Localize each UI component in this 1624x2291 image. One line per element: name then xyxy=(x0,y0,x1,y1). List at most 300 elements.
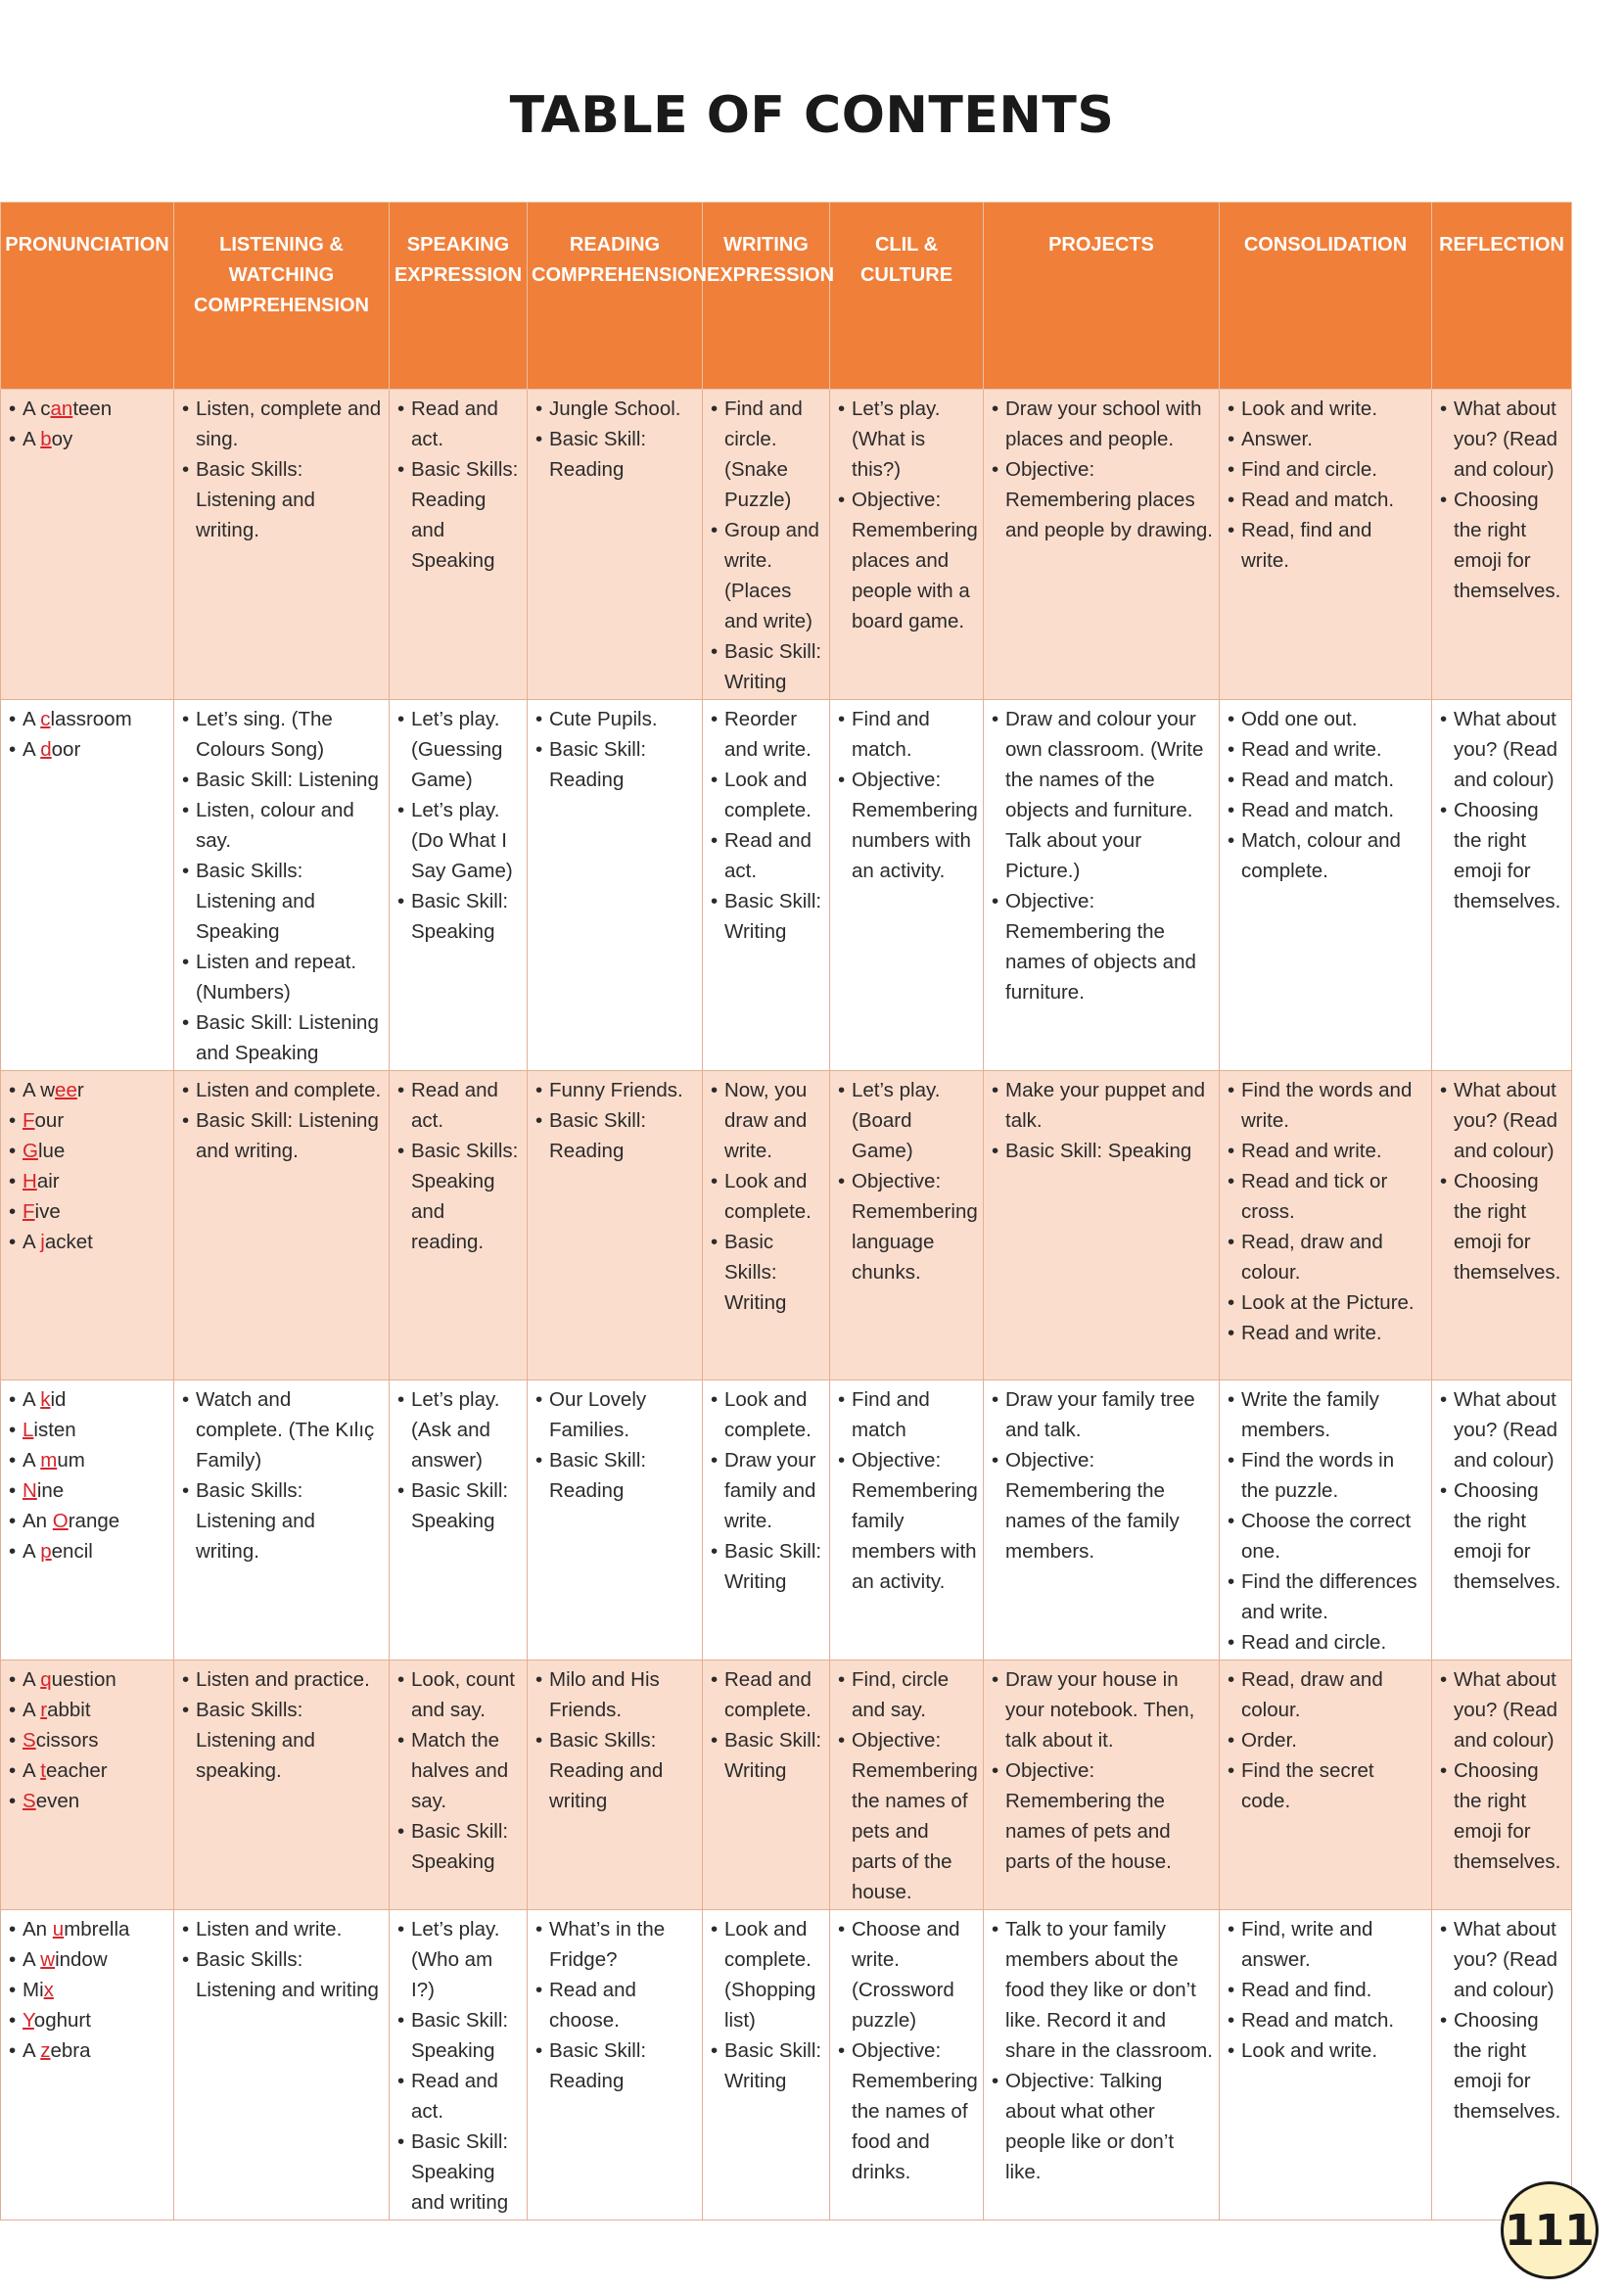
pronunciation-word xyxy=(9,1506,167,1536)
list-item: • Read and write. xyxy=(1228,1136,1425,1166)
highlighted-sound: w xyxy=(40,1948,56,1971)
word-part: eacher xyxy=(45,1759,108,1782)
cell-item-list xyxy=(9,1914,167,2066)
cell-item-list xyxy=(992,1384,1213,1566)
cell-item-list xyxy=(535,1914,696,2096)
list-item: • What about you? (Read and colour) xyxy=(1440,704,1565,795)
list-item: • Basic Skill: Speaking xyxy=(397,2005,521,2066)
cell-pronunciation xyxy=(1,1660,174,1910)
word-part: A xyxy=(23,738,41,761)
list-item: • Read and choose. xyxy=(535,1975,696,2035)
list-item: • Find and circle. xyxy=(1228,454,1425,485)
page-number-badge: 111 xyxy=(1501,2181,1599,2279)
list-item: • Look at the Picture. xyxy=(1228,1287,1425,1318)
highlighted-sound: z xyxy=(40,2039,51,2062)
word-part: A xyxy=(23,1449,41,1472)
table-row xyxy=(1,1660,1572,1910)
cell-clil xyxy=(830,1380,984,1660)
col-header-speaking: SPEAKING EXPRESSION xyxy=(390,203,528,390)
list-item: • Jungle School. xyxy=(535,394,696,424)
list-item: • Objective: Remembering the names of pets and parts of the house. xyxy=(992,1755,1213,1877)
cell-projects xyxy=(984,1910,1220,2221)
cell-item-list xyxy=(9,704,167,765)
list-item: • Basic Skills: Reading and writing xyxy=(535,1725,696,1816)
word-part: ine xyxy=(36,1479,65,1502)
list-item: • Read and match. xyxy=(1228,2005,1425,2035)
list-item: • Basic Skill: Writing xyxy=(711,886,823,947)
list-item: • What about you? (Read and colour) xyxy=(1440,1664,1565,1755)
cell-item-list xyxy=(838,704,977,886)
list-item: • Let’s play. (Who am I?) xyxy=(397,1914,521,2005)
list-item: • Basic Skills: Listening and speaking. xyxy=(182,1695,383,1786)
list-item: • Draw and colour your own classroom. (Write the names of the objects and furniture. Talk about your Picture.) xyxy=(992,704,1213,886)
highlighted-sound: an xyxy=(50,397,73,420)
pronunciation-word xyxy=(9,2035,167,2066)
pronunciation-word xyxy=(9,2005,167,2035)
list-item: • Basic Skill: Writing xyxy=(711,1725,823,1786)
highlighted-sound: c xyxy=(40,708,51,730)
list-item: • Read and act. xyxy=(397,394,521,454)
list-item: • Read and act. xyxy=(397,2066,521,2127)
col-header-reflection: REFLECTION xyxy=(1432,203,1572,390)
list-item: • Objective: Remembering family members with an activity. xyxy=(838,1445,977,1597)
list-item: • Read and act. xyxy=(711,825,823,886)
list-item: • Choosing the right emoji for themselves. xyxy=(1440,485,1565,606)
list-item: • Draw your family and write. xyxy=(711,1445,823,1536)
list-item: • Find the words in the puzzle. xyxy=(1228,1445,1425,1506)
col-header-clil: CLIL & CULTURE xyxy=(830,203,984,390)
list-item: • Let’s play. (Board Game) xyxy=(838,1075,977,1166)
word-part: A xyxy=(23,1948,41,1971)
list-item: • Objective: Remembering language chunks. xyxy=(838,1166,977,1287)
highlighted-sound: q xyxy=(40,1668,52,1691)
list-item: • Basic Skills: Reading and Speaking xyxy=(397,454,521,576)
word-part: oy xyxy=(51,428,73,450)
word-part: air xyxy=(36,1170,60,1192)
word-part: indow xyxy=(55,1948,108,1971)
contents-table xyxy=(0,202,1572,2221)
cell-consolidation xyxy=(1220,1380,1432,1660)
cell-reading xyxy=(528,390,703,700)
list-item: • Listen and practice. xyxy=(182,1664,383,1695)
cell-item-list xyxy=(711,1075,823,1318)
word-part: isten xyxy=(33,1419,76,1441)
cell-pronunciation xyxy=(1,1910,174,2221)
list-item: • Look and complete. xyxy=(711,1166,823,1227)
word-part: A xyxy=(23,1540,41,1563)
cell-item-list xyxy=(711,394,823,697)
table-row xyxy=(1,1910,1572,2221)
pronunciation-word xyxy=(9,1075,167,1105)
list-item: • Find and match xyxy=(838,1384,977,1445)
list-item: • Make your puppet and talk. xyxy=(992,1075,1213,1136)
cell-reading xyxy=(528,1910,703,2221)
cell-reflection xyxy=(1432,390,1572,700)
cell-reading xyxy=(528,1071,703,1380)
word-part: lue xyxy=(37,1140,66,1162)
word-part: A xyxy=(23,1231,41,1253)
highlighted-sound: t xyxy=(40,1759,46,1782)
list-item: • Basic Skills: Writing xyxy=(711,1227,823,1318)
cell-item-list xyxy=(535,1384,696,1506)
list-item: • Basic Skill: Listening xyxy=(182,765,383,795)
cell-writing xyxy=(703,700,830,1071)
word-part: um xyxy=(57,1449,85,1472)
list-item: • What about you? (Read and colour) xyxy=(1440,1075,1565,1166)
highlighted-sound: d xyxy=(40,738,52,761)
word-part: r xyxy=(76,1079,84,1101)
word-part: even xyxy=(35,1790,80,1812)
cell-speaking xyxy=(390,1660,528,1910)
list-item: • Listen and complete. xyxy=(182,1075,383,1105)
pronunciation-word xyxy=(9,1755,167,1786)
cell-item-list xyxy=(1228,1384,1425,1658)
list-item: • Basic Skill: Writing xyxy=(711,1536,823,1597)
highlighted-sound: G xyxy=(23,1140,38,1162)
cell-item-list xyxy=(1440,1075,1565,1287)
highlighted-sound: k xyxy=(40,1388,51,1411)
list-item: • Talk to your family members about the food they like or don’t like. Record it and share in the classroom. xyxy=(992,1914,1213,2066)
cell-pronunciation xyxy=(1,700,174,1071)
cell-writing xyxy=(703,1071,830,1380)
cell-item-list xyxy=(1228,394,1425,576)
cell-projects xyxy=(984,1071,1220,1380)
word-part: lassroom xyxy=(50,708,132,730)
list-item: • Basic Skill: Reading xyxy=(535,2035,696,2096)
cell-speaking xyxy=(390,1071,528,1380)
word-part: A xyxy=(23,1668,41,1691)
list-item: • Find the differences and write. xyxy=(1228,1566,1425,1627)
cell-writing xyxy=(703,1380,830,1660)
pronunciation-word xyxy=(9,424,167,454)
list-item: • Objective: Remembering places and people with a board game. xyxy=(838,485,977,636)
list-item: • Draw your house in your notebook. Then, talk about it. xyxy=(992,1664,1213,1755)
word-part: A xyxy=(23,1699,41,1721)
list-item: • Choosing the right emoji for themselves. xyxy=(1440,1166,1565,1287)
word-part: ebra xyxy=(50,2039,91,2062)
highlighted-sound: H xyxy=(23,1170,37,1192)
cell-clil xyxy=(830,1660,984,1910)
highlighted-sound: L xyxy=(23,1419,34,1441)
pronunciation-word xyxy=(9,1445,167,1475)
word-part: id xyxy=(50,1388,67,1411)
cell-reflection xyxy=(1432,1380,1572,1660)
cell-item-list xyxy=(182,1914,383,2005)
page-title: TABLE OF CONTENTS xyxy=(509,86,1115,145)
cell-item-list xyxy=(535,1664,696,1816)
word-part: A w xyxy=(23,1079,56,1101)
list-item: • Let’s sing. (The Colours Song) xyxy=(182,704,383,765)
pronunciation-word xyxy=(9,704,167,734)
word-part: A xyxy=(23,1388,41,1411)
cell-projects xyxy=(984,1380,1220,1660)
highlighted-sound: p xyxy=(40,1540,52,1563)
list-item: • Listen and write. xyxy=(182,1914,383,1944)
list-item: • Basic Skill: Writing xyxy=(711,2035,823,2096)
list-item: • Basic Skill: Reading xyxy=(535,1445,696,1506)
table-body xyxy=(1,390,1572,2221)
col-header-listening: LISTENING & WATCHING COMPREHENSION xyxy=(174,203,390,390)
cell-listening xyxy=(174,390,390,700)
list-item: • Read and match. xyxy=(1228,485,1425,515)
word-part: uestion xyxy=(51,1668,116,1691)
list-item: • Find and match. xyxy=(838,704,977,765)
word-part: A xyxy=(23,708,41,730)
cell-item-list xyxy=(711,1664,823,1786)
word-part: A xyxy=(23,428,41,450)
list-item: • Choosing the right emoji for themselves. xyxy=(1440,2005,1565,2127)
list-item: • Watch and complete. (The Kılıç Family) xyxy=(182,1384,383,1475)
cell-reflection xyxy=(1432,700,1572,1071)
list-item: • Basic Skill: Speaking xyxy=(992,1136,1213,1166)
list-item: • Match, colour and complete. xyxy=(1228,825,1425,886)
cell-speaking xyxy=(390,390,528,700)
list-item: • Basic Skill: Speaking xyxy=(397,886,521,947)
cell-item-list xyxy=(838,1384,977,1597)
pronunciation-word xyxy=(9,1664,167,1695)
list-item: • Now, you draw and write. xyxy=(711,1075,823,1166)
cell-reading xyxy=(528,1660,703,1910)
cell-item-list xyxy=(397,1384,521,1536)
list-item: • Objective: Remembering the names of pets and parts of the house. xyxy=(838,1725,977,1907)
pronunciation-word xyxy=(9,1725,167,1755)
word-part: A c xyxy=(23,397,51,420)
cell-pronunciation xyxy=(1,1380,174,1660)
cell-reading xyxy=(528,1380,703,1660)
list-item: • Basic Skill: Listening and Speaking xyxy=(182,1007,383,1068)
list-item: • Read and tick or cross. xyxy=(1228,1166,1425,1227)
col-header-writing: WRITING EXPRESSION xyxy=(703,203,830,390)
pronunciation-word xyxy=(9,1136,167,1166)
list-item: • Basic Skill: Reading xyxy=(535,1105,696,1166)
list-item: • Basic Skill: Speaking and writing xyxy=(397,2127,521,2218)
list-item: • Let’s play. (Guessing Game) xyxy=(397,704,521,795)
highlighted-sound: ee xyxy=(55,1079,77,1101)
cell-listening xyxy=(174,1660,390,1910)
word-part: Mi xyxy=(23,1979,44,2001)
cell-consolidation xyxy=(1220,1660,1432,1910)
list-item: • Let’s play. (Ask and answer) xyxy=(397,1384,521,1475)
cell-listening xyxy=(174,1910,390,2221)
highlighted-sound: N xyxy=(23,1479,37,1502)
list-item: • Draw your school with places and people. xyxy=(992,394,1213,454)
cell-item-list xyxy=(838,1914,977,2187)
highlighted-sound: F xyxy=(23,1200,35,1223)
list-item: • Match the halves and say. xyxy=(397,1725,521,1816)
list-item: • Choosing the right emoji for themselves. xyxy=(1440,1755,1565,1877)
cell-item-list xyxy=(1228,1664,1425,1816)
pronunciation-word xyxy=(9,1384,167,1415)
highlighted-sound: Y xyxy=(23,2009,34,2032)
word-part: A xyxy=(23,2039,41,2062)
list-item: • Cute Pupils. xyxy=(535,704,696,734)
list-item: • Choose the correct one. xyxy=(1228,1506,1425,1566)
cell-reflection xyxy=(1432,1910,1572,2221)
cell-pronunciation xyxy=(1,1071,174,1380)
list-item: • Read, draw and colour. xyxy=(1228,1664,1425,1725)
list-item: • Basic Skill: Listening and writing. xyxy=(182,1105,383,1166)
cell-item-list xyxy=(397,1664,521,1877)
cell-item-list xyxy=(535,1075,696,1166)
list-item: • Read and write. xyxy=(1228,734,1425,765)
list-item: • Objective: Talking about what other people like or don’t like. xyxy=(992,2066,1213,2187)
pronunciation-word xyxy=(9,1536,167,1566)
list-item: • Choosing the right emoji for themselves. xyxy=(1440,1475,1565,1597)
cell-item-list xyxy=(838,1075,977,1287)
list-item: • Basic Skills: Speaking and reading. xyxy=(397,1136,521,1257)
list-item: • Milo and His Friends. xyxy=(535,1664,696,1725)
list-item: • Basic Skill: Reading xyxy=(535,734,696,795)
word-part: acket xyxy=(44,1231,93,1253)
list-item: • Look, count and say. xyxy=(397,1664,521,1725)
list-item: • Listen and repeat. (Numbers) xyxy=(182,947,383,1007)
highlighted-sound: F xyxy=(23,1109,35,1132)
cell-clil xyxy=(830,1910,984,2221)
table-row xyxy=(1,390,1572,700)
pronunciation-word xyxy=(9,1475,167,1506)
pronunciation-word xyxy=(9,1695,167,1725)
list-item: • Find, write and answer. xyxy=(1228,1914,1425,1975)
list-item: • Basic Skill: Writing xyxy=(711,636,823,697)
list-item: • Look and write. xyxy=(1228,2035,1425,2066)
cell-item-list xyxy=(1440,394,1565,606)
cell-item-list xyxy=(182,394,383,545)
table-row xyxy=(1,1071,1572,1380)
cell-item-list xyxy=(9,1384,167,1566)
list-item: • Read and circle. xyxy=(1228,1627,1425,1658)
cell-item-list xyxy=(992,1914,1213,2187)
cell-item-list xyxy=(182,1664,383,1786)
list-item: • Read and write. xyxy=(1228,1318,1425,1348)
cell-speaking xyxy=(390,1380,528,1660)
highlighted-sound: b xyxy=(40,428,52,450)
highlighted-sound: u xyxy=(52,1918,65,1940)
list-item: • Objective: Remembering the names of objects and furniture. xyxy=(992,886,1213,1007)
cell-item-list xyxy=(182,704,383,1068)
word-part: ive xyxy=(34,1200,61,1223)
cell-item-list xyxy=(9,394,167,454)
list-item: • Let’s play. (What is this?) xyxy=(838,394,977,485)
list-item: • Basic Skills: Listening and writing. xyxy=(182,1475,383,1566)
cell-item-list xyxy=(992,1075,1213,1166)
col-header-reading: READING COMPREHENSION xyxy=(528,203,703,390)
list-item: • Look and complete. xyxy=(711,765,823,825)
cell-clil xyxy=(830,390,984,700)
cell-item-list xyxy=(1228,1075,1425,1348)
list-item: • Objective: Remembering the names of the family members. xyxy=(992,1445,1213,1566)
cell-writing xyxy=(703,1910,830,2221)
list-item: • Reorder and write. xyxy=(711,704,823,765)
list-item: • Choosing the right emoji for themselves. xyxy=(1440,795,1565,916)
cell-clil xyxy=(830,700,984,1071)
list-item: • Look and write. xyxy=(1228,394,1425,424)
cell-clil xyxy=(830,1071,984,1380)
list-item: • What about you? (Read and colour) xyxy=(1440,1384,1565,1475)
word-part: mbrella xyxy=(64,1918,130,1940)
pronunciation-word xyxy=(9,1415,167,1445)
highlighted-sound: S xyxy=(23,1790,36,1812)
list-item: • Look and complete. xyxy=(711,1384,823,1445)
cell-consolidation xyxy=(1220,700,1432,1071)
word-part: encil xyxy=(51,1540,93,1563)
list-item: • Look and complete. (Shopping list) xyxy=(711,1914,823,2035)
cell-item-list xyxy=(838,1664,977,1907)
cell-projects xyxy=(984,700,1220,1071)
word-part: teen xyxy=(72,397,113,420)
list-item: • Read and match. xyxy=(1228,795,1425,825)
cell-speaking xyxy=(390,700,528,1071)
list-item: • Find, circle and say. xyxy=(838,1664,977,1725)
cell-item-list xyxy=(992,394,1213,545)
cell-listening xyxy=(174,1380,390,1660)
cell-consolidation xyxy=(1220,1910,1432,2221)
cell-item-list xyxy=(838,394,977,636)
list-item: • Basic Skills: Listening and writing. xyxy=(182,454,383,545)
highlighted-sound: r xyxy=(40,1699,48,1721)
cell-reading xyxy=(528,700,703,1071)
list-item: • Write the family members. xyxy=(1228,1384,1425,1445)
list-item: • Find the secret code. xyxy=(1228,1755,1425,1816)
pronunciation-word xyxy=(9,1944,167,1975)
list-item: • Our Lovely Families. xyxy=(535,1384,696,1445)
col-header-pronunciation: PRONUNCIATION xyxy=(1,203,174,390)
cell-item-list xyxy=(992,704,1213,1007)
cell-consolidation xyxy=(1220,1071,1432,1380)
cell-writing xyxy=(703,1660,830,1910)
cell-pronunciation xyxy=(1,390,174,700)
cell-item-list xyxy=(1440,1914,1565,2127)
word-part: A xyxy=(23,1759,41,1782)
list-item: • Let’s play. (Do What I Say Game) xyxy=(397,795,521,886)
col-header-projects: PROJECTS xyxy=(984,203,1220,390)
word-part: oghurt xyxy=(33,2009,91,2032)
word-part: our xyxy=(34,1109,65,1132)
list-item: • Answer. xyxy=(1228,424,1425,454)
list-item: • Find and circle. (Snake Puzzle) xyxy=(711,394,823,515)
list-item: • Find the words and write. xyxy=(1228,1075,1425,1136)
list-item: • Basic Skill: Reading xyxy=(535,424,696,485)
cell-listening xyxy=(174,1071,390,1380)
cell-item-list xyxy=(711,704,823,947)
list-item: • Read and find. xyxy=(1228,1975,1425,2005)
word-part: An xyxy=(23,1510,53,1532)
word-part: abbit xyxy=(47,1699,91,1721)
pronunciation-word xyxy=(9,1227,167,1257)
cell-item-list xyxy=(992,1664,1213,1877)
list-item: • Objective: Remembering numbers with an activity. xyxy=(838,765,977,886)
cell-item-list xyxy=(1228,1914,1425,2066)
cell-projects xyxy=(984,390,1220,700)
table-row xyxy=(1,700,1572,1071)
cell-reflection xyxy=(1432,1071,1572,1380)
pronunciation-word xyxy=(9,1975,167,2005)
pronunciation-word xyxy=(9,1786,167,1816)
pronunciation-word xyxy=(9,1166,167,1196)
list-item: • Basic Skills: Listening and Speaking xyxy=(182,856,383,947)
cell-listening xyxy=(174,700,390,1071)
list-item: • Objective: Remembering places and people by drawing. xyxy=(992,454,1213,545)
list-item: • What about you? (Read and colour) xyxy=(1440,394,1565,485)
list-item: • Order. xyxy=(1228,1725,1425,1755)
cell-projects xyxy=(984,1660,1220,1910)
list-item: • Listen, colour and say. xyxy=(182,795,383,856)
word-part: oor xyxy=(51,738,81,761)
list-item: • Draw your family tree and talk. xyxy=(992,1384,1213,1445)
cell-item-list xyxy=(535,704,696,795)
pronunciation-word xyxy=(9,1105,167,1136)
cell-item-list xyxy=(397,394,521,576)
list-item: • Choose and write. (Crossword puzzle) xyxy=(838,1914,977,2035)
